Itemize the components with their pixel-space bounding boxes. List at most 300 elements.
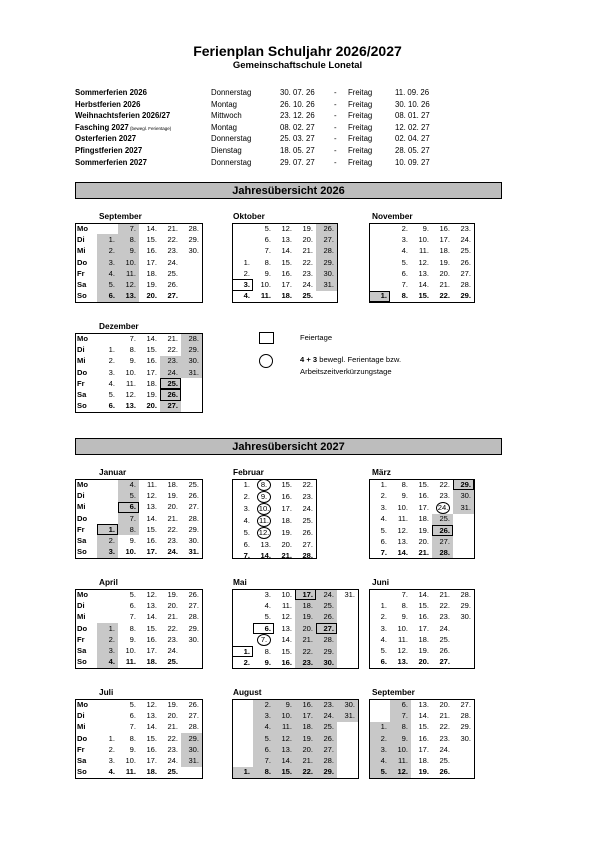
day-cell: 5. [401,257,408,267]
day-cell: 6. [118,502,139,513]
day-cell: 22. [439,600,450,610]
holiday-dash: - [334,88,337,97]
day-cell: 17. [295,589,316,600]
day-cell: 18. [295,722,316,733]
weekday-label: Di [77,234,85,244]
day-cell: 27. [316,234,337,245]
day-cell: 18. [167,479,178,489]
holiday-day: Montag [211,122,238,132]
day-cell: 4. [253,722,274,733]
holiday-name: Sommerferien 2027 [75,157,147,167]
day-cell: 21. [167,333,178,343]
month-title: Juli [99,687,114,697]
day-cell: 28. [188,722,199,732]
day-cell: 20. [439,699,450,709]
day-cell: 17. [281,504,292,513]
day-cell: 25. [316,600,337,611]
day-cell: 6. [243,539,250,549]
legend-movable: 4 + 3 bewegl. Ferientage bzw. [300,355,402,364]
day-cell: 4. [108,767,115,777]
day-cell: 14. [418,280,429,290]
day-cell: 5. [253,733,274,744]
day-cell: 15. [146,733,157,743]
day-cell: 19. [281,528,292,537]
day-cell: 12. [274,733,295,744]
day-cell: 25. [432,514,453,525]
day-cell: 20. [146,401,157,411]
day-cell: 12. [390,767,411,778]
day-cell: 24. [167,646,178,656]
weekday-label: Sa [77,536,87,546]
day-cell: 3. [380,502,387,512]
day-cell: 11. [390,755,411,766]
day-cell: 19. [167,699,178,709]
day-cell: 9. [401,490,408,500]
day-cell: 9. [274,699,295,710]
day-cell: 21. [439,280,450,290]
day-cell: 18. [418,634,429,644]
weekday-label: Sa [77,280,87,290]
day-cell: 6. [253,744,274,755]
day-cell: 7. [380,548,387,558]
day-cell: 14. [281,635,292,645]
day-cell: 17. [295,710,316,721]
empty-cell [316,291,337,302]
weekday-label: Di [77,600,85,610]
day-cell: 27. [460,268,471,278]
movable-day-circle: 10. [258,504,270,513]
day-cell: 29. [188,234,199,244]
empty-cell [181,279,202,290]
day-cell: 22. [295,767,316,778]
month-calendar [369,699,474,778]
holiday-bis: Freitag [348,134,373,144]
day-cell: 8. [401,600,408,610]
day-cell: 20. [295,623,316,634]
day-cell [253,479,274,491]
day-cell: 6. [390,699,411,710]
day-cell: 28. [316,755,337,766]
day-cell: 11. [398,514,408,524]
day-cell: 28. [181,333,202,344]
day-cell: 26. [439,646,450,656]
day-cell: 18. [146,378,157,388]
day-cell: 23. [167,536,178,546]
day-cell: 8. [253,767,274,778]
month-calendar [75,479,202,558]
day-cell: 25. [160,378,181,389]
day-cell: 18. [281,516,292,525]
day-cell: 16. [439,223,450,233]
day-cell: 28. [460,710,471,720]
day-cell: 12. [146,490,157,500]
day-cell: 1. [380,600,387,610]
day-cell: 25. [316,722,337,733]
day-cell: 30. [188,536,199,546]
empty-cell [453,623,474,634]
day-cell [432,502,453,514]
holiday-to: 11. 09. 26 [395,88,430,97]
month-title: Oktober [233,211,265,221]
month-title: September [372,687,415,697]
day-cell: 5. [380,525,387,535]
day-cell: 20. [418,536,429,546]
day-cell: 22. [439,722,450,732]
day-cell: 25. [439,634,450,644]
day-cell: 30. [337,699,358,710]
day-cell: 3. [243,504,250,513]
day-cell: 16. [281,268,292,278]
day-cell: 13. [118,291,139,302]
month-calendar [75,699,202,778]
weekday-label: So [77,657,87,667]
empty-cell [232,246,253,257]
day-cell [253,515,274,527]
day-cell: 13. [397,657,408,667]
weekday-label: Do [77,513,88,523]
year-header-2027: Jahresübersicht 2027 [75,438,502,455]
empty-cell [181,291,202,302]
month-calendar [369,223,474,302]
holiday-day: Donnerstag [211,157,252,167]
day-cell: 19. [167,589,178,599]
day-cell: 5. [108,390,115,400]
day-cell: 10. [397,623,408,633]
day-cell: 7. [118,223,139,234]
day-cell: 17. [146,367,157,377]
day-cell: 5. [264,223,271,233]
month-calendar [75,589,202,668]
empty-cell [453,645,474,656]
day-cell: 19. [295,733,316,744]
day-cell: 23. [167,246,178,256]
weekday-label: Sa [77,756,87,766]
empty-cell [232,589,253,600]
day-cell: 28. [302,550,313,560]
holiday-dash: - [334,122,337,132]
empty-cell [369,257,390,268]
day-cell: 3. [369,744,390,755]
weekday-label: Mi [77,356,86,366]
day-cell: 24. [302,280,313,290]
day-cell: 5. [129,589,136,599]
day-cell: 20. [295,744,316,755]
day-cell: 26. [460,257,471,267]
holiday-dash: - [334,145,337,155]
weekday-label: Fr [77,634,85,644]
holiday-bis: Freitag [348,88,373,97]
day-cell: 8. [129,344,136,354]
empty-cell [97,612,118,623]
day-cell: 20. [281,539,292,549]
day-cell: 10. [125,756,136,766]
day-cell: 1. [369,722,390,733]
day-cell: 11. [398,634,408,644]
empty-cell [181,378,202,389]
day-cell: 8. [264,646,271,656]
month-calendar [232,699,358,778]
day-cell: 21. [439,710,450,720]
day-cell: 10. [125,547,136,557]
weekday-label: Sa [77,390,87,400]
holiday-bis: Freitag [348,99,373,109]
day-cell: 14. [260,550,271,560]
day-cell: 3. [108,756,115,766]
holiday-to: 08. 01. 27 [395,111,430,121]
holiday-day: Montag [211,99,238,109]
page-subtitle: Gemeinschaftschule Lonetal [232,60,363,71]
day-cell: 4. [264,600,271,610]
day-cell: 10. [390,744,411,755]
day-cell: 23. [460,223,471,233]
empty-cell [181,401,202,412]
day-cell: 4. [369,755,390,766]
day-cell: 1. [243,257,250,267]
day-cell: 29. [188,623,199,633]
day-cell: 17. [439,234,450,244]
day-cell: 29. [181,733,202,744]
empty-cell [369,246,390,257]
day-cell: 18. [146,767,157,777]
weekday-label: Do [77,623,88,633]
day-cell: 27. [188,710,199,720]
movable-day-circle: 11. [259,516,269,525]
day-cell: 21. [167,612,178,622]
weekday-label: Mo [77,223,88,233]
movable-day-circle: 24. [437,502,449,512]
day-cell: 26. [188,490,199,500]
empty-cell [453,536,474,547]
day-cell: 29. [460,291,471,301]
month-title: November [372,211,413,221]
day-cell: 9. [129,356,136,366]
day-cell: 12. [397,525,408,535]
holiday-bis: Freitag [348,111,373,121]
day-cell: 25. [439,756,450,766]
holiday-day: Donnerstag [211,134,252,144]
day-cell: 13. [281,234,292,244]
holiday-from: 18. 05. 27 [280,145,315,155]
day-cell: 22. [302,257,313,267]
day-cell: 28. [316,634,337,646]
holiday-day: Dienstag [211,145,242,155]
day-cell: 23. [439,490,450,500]
holiday-to: 30. 10. 26 [395,99,430,109]
day-cell: 13. [397,536,408,546]
day-cell: 2. [108,356,115,366]
day-cell: 1. [108,733,115,743]
day-cell: 24. [160,367,181,378]
day-cell: 9. [390,733,411,744]
holiday-dash: - [334,157,337,167]
day-cell: 14. [418,710,429,720]
empty-cell [232,612,253,623]
empty-cell [337,623,358,634]
day-cell: 31. [453,502,474,514]
holiday-dash: - [334,99,337,109]
empty-cell [97,490,118,501]
day-cell: 11. [274,722,295,733]
day-cell: 18. [146,657,157,667]
day-cell: 5. [243,528,250,537]
day-cell: 17. [146,756,157,766]
day-cell: 12. [118,279,139,290]
holiday-name: Sommerferien 2026 [75,88,147,97]
day-cell: 9. [129,536,136,546]
day-cell: 13. [260,539,271,549]
empty-cell [181,268,202,279]
day-cell: 27. [188,600,199,610]
day-cell: 29. [316,257,337,268]
day-cell: 4. [401,246,408,256]
holiday-to: 12. 02. 27 [395,122,430,132]
empty-cell [232,744,253,755]
day-cell: 8. [401,291,408,301]
weekday-label: Mi [77,246,86,256]
day-cell: 18. [418,514,429,524]
empty-cell [97,502,118,513]
holiday-bis: Freitag [348,122,373,132]
empty-cell [453,514,474,525]
day-cell: 19. [418,525,429,535]
empty-cell [181,657,202,668]
day-cell: 2. [243,658,250,668]
day-cell: 9. [118,246,139,257]
day-cell: 19. [167,490,178,500]
day-cell: 28. [188,612,199,622]
day-cell: 9. [264,268,271,278]
day-cell: 24. [316,710,337,721]
empty-cell [453,767,474,778]
day-cell: 26. [432,525,453,536]
empty-cell [369,699,390,710]
day-cell: 28. [188,513,199,523]
day-cell: 29. [316,646,337,657]
month-calendar [232,589,358,669]
day-cell: 2. [108,744,115,754]
day-cell: 31. [316,279,337,290]
day-cell: 24. [439,744,450,754]
day-cell: 16. [418,490,429,500]
empty-cell [97,223,118,234]
day-cell: 30. [188,634,199,644]
day-cell: 25. [167,767,178,777]
day-cell: 22. [167,234,178,244]
holiday-day: Mittwoch [211,111,242,121]
day-cell: 6. [108,401,115,411]
day-cell: 29. [181,344,202,355]
day-cell: 24. [167,257,178,267]
day-cell: 30. [181,744,202,755]
day-cell: 27. [167,291,178,301]
day-cell: 4. [108,378,115,388]
holiday-from: 26. 10. 26 [280,99,315,109]
empty-cell [97,513,118,524]
day-cell: 15. [146,234,157,244]
day-cell: 22. [439,291,450,301]
day-cell: 4. [380,514,387,524]
day-cell: 8. [264,257,271,267]
day-cell: 17. [146,257,157,267]
day-cell: 26. [316,223,337,234]
weekday-label: Fr [77,268,85,278]
day-cell: 24. [439,623,450,633]
day-cell: 14. [146,223,157,233]
day-cell: 11. [419,246,429,256]
weekday-label: So [77,767,87,777]
day-cell: 27. [160,401,181,412]
day-cell: 23. [439,612,450,622]
day-cell: 1. [369,291,390,302]
holiday-box-icon [259,332,274,344]
holiday-name: Fasching 2027 (bewegl. Ferientage) [75,122,172,132]
day-cell [253,634,274,646]
day-cell: 16. [146,744,157,754]
weekday-label: Sa [77,646,87,656]
day-cell: 13. [281,623,292,633]
day-cell: 19. [146,280,157,290]
day-cell: 12. [418,257,429,267]
movable-circle-icon [259,354,273,368]
day-cell: 17. [281,280,292,290]
month-title: Juni [372,577,390,587]
day-cell: 1. [108,344,115,354]
day-cell: 1. [97,234,118,245]
day-cell: 31. [337,710,358,721]
day-cell: 10. [118,257,139,268]
month-title: Mai [233,577,247,587]
day-cell: 22. [167,344,178,354]
day-cell: 27. [302,539,313,549]
holiday-to: 02. 04. 27 [395,134,430,144]
empty-cell [232,600,253,611]
day-cell: 12. [146,589,157,599]
day-cell: 5. [118,490,139,501]
day-cell: 23. [167,744,178,754]
day-cell: 2. [369,733,390,744]
day-cell: 3. [401,234,408,244]
weekday-label: Fr [77,744,85,754]
empty-cell [232,722,253,733]
day-cell: 24. [460,234,471,244]
day-cell: 29. [460,722,471,732]
weekday-label: Mo [77,479,88,489]
day-cell: 23. [302,268,313,278]
day-cell: 15. [281,646,292,656]
day-cell: 17. [418,623,429,633]
day-cell: 3. [380,623,387,633]
day-cell: 10. [125,646,136,656]
day-cell: 16. [418,733,429,743]
day-cell: 7. [118,513,139,524]
empty-cell [453,547,474,558]
empty-cell [181,767,202,778]
day-cell: 13. [146,600,157,610]
day-cell: 31. [188,547,199,557]
weekday-label: Mo [77,589,88,599]
day-cell: 3. [97,645,118,656]
legend-movable-2: Arbeitszeitverkürzungstage [300,367,392,376]
weekday-label: So [77,401,87,411]
day-cell: 17. [146,547,157,557]
day-cell: 12. [125,390,136,400]
weekday-label: So [77,291,87,301]
day-cell: 27. [460,699,471,709]
day-cell: 10. [397,502,408,512]
day-cell: 25. [460,246,471,256]
page-title: Ferienplan Schuljahr 2026/2027 [193,43,402,59]
month-calendar [232,479,316,562]
